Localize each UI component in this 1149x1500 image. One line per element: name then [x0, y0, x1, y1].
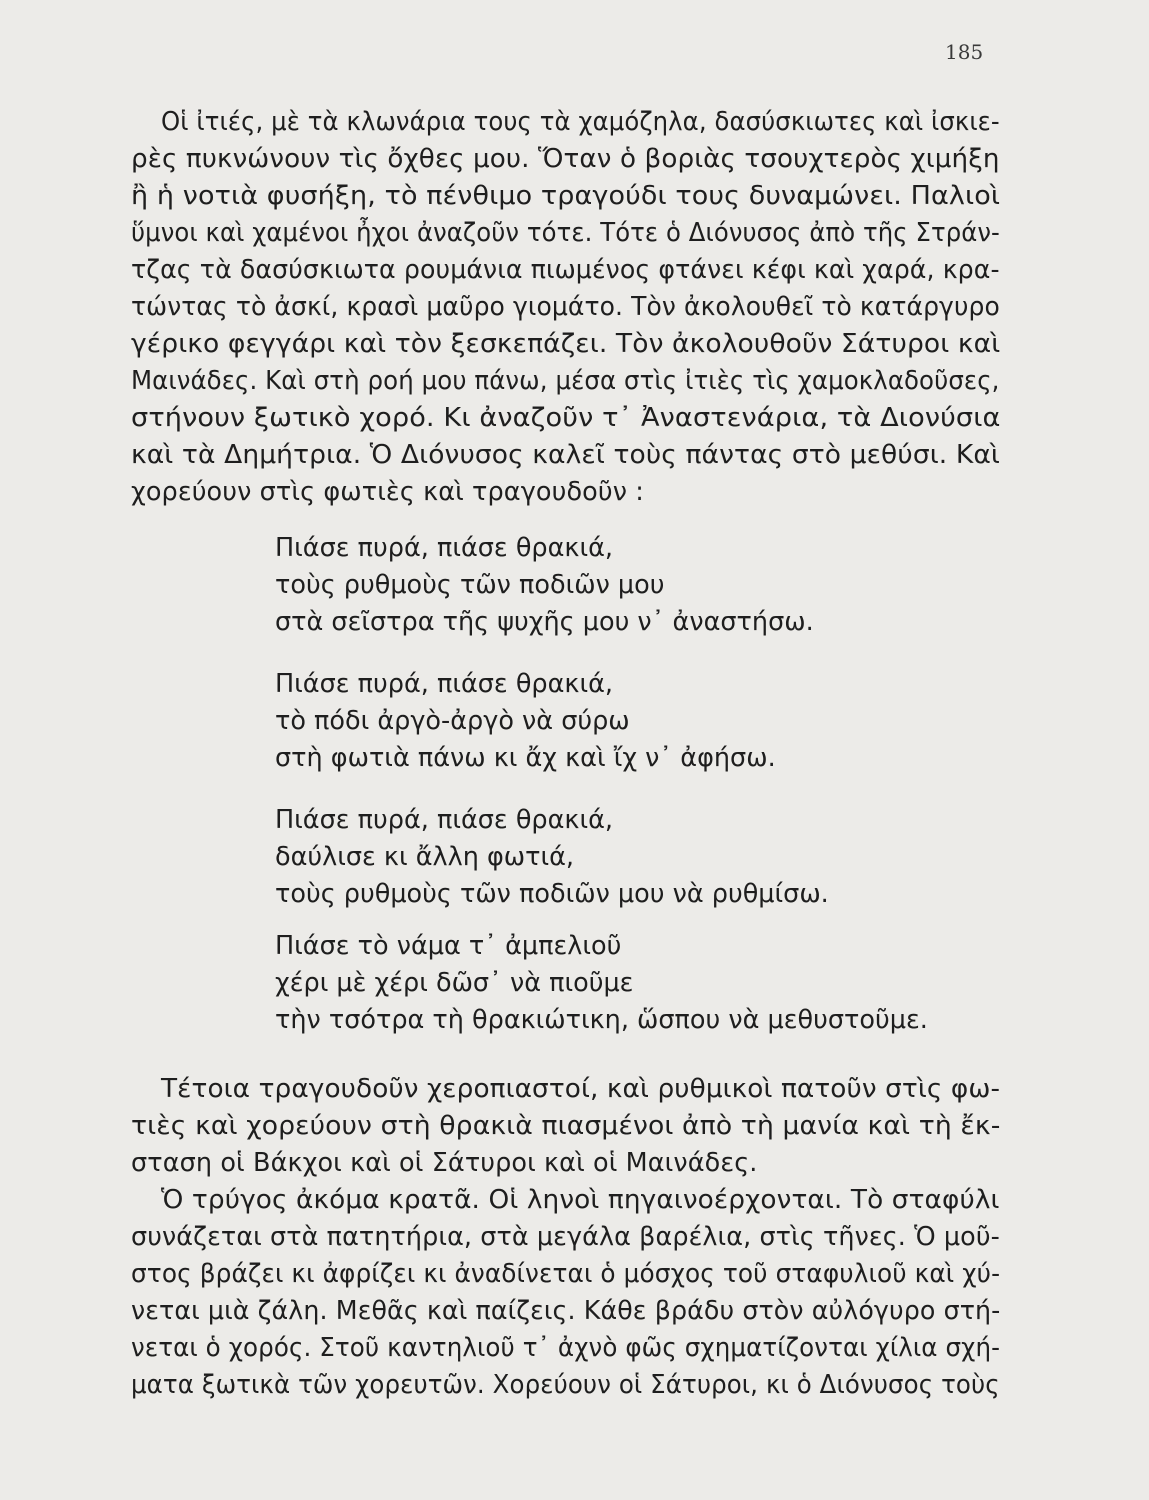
text-line: ἢ ἡ νοτιὰ φυσήξη, τὸ πένθιμο τραγούδι τους δυναμώνει. Παλιοὶ	[131, 181, 1001, 211]
text-line: τζας τὰ δασύσκιωτα ρουμάνια πιωμένος φτάνει κέφι καὶ χαρά, κρα-	[131, 255, 1000, 285]
poem-line: τὴν τσότρα τὴ θρακιώτικη, ὥσπου νὰ μεθυστοῦμε.	[275, 1005, 928, 1035]
text-line: σταση οἱ Βάκχοι καὶ οἱ Σάτυροι καὶ οἱ Μαινάδες.	[131, 1148, 758, 1178]
poem-line: Πιάσε πυρά, πιάσε θρακιά,	[275, 805, 613, 835]
text-line: ματα ξωτικὰ τῶν χορευτῶν. Χορεύουν οἱ Σάτυροι, κι ὁ Διόνυσος τοὺς	[131, 1370, 1000, 1400]
text-line: γέρικο φεγγάρι καὶ τὸν ξεσκεπάζει. Τὸν ἀκολουθοῦν Σάτυροι καὶ	[131, 329, 1001, 359]
text-line: Τέτοια τραγουδοῦν χεροπιαστοί, καὶ ρυθμικοὶ πατοῦν στὶς φω-	[161, 1074, 1001, 1104]
poem-line: χέρι μὲ χέρι δῶσ᾽ νὰ πιοῦμε	[275, 968, 634, 998]
text-line: νεται ὁ χορός. Στοῦ καντηλιοῦ τ᾽ ἀχνὸ φῶς σχηματίζονται χίλια σχή-	[131, 1333, 1001, 1363]
text-line: στήνουν ξωτικὸ χορό. Κι ἀναζοῦν τ᾽ Ἀναστενάρια, τὰ Διονύσια	[131, 403, 1001, 433]
text-line: ὕμνοι καὶ χαμένοι ἦχοι ἀναζοῦν τότε. Τότε ὁ Διόνυσος ἀπὸ τῆς Στράν-	[131, 218, 1000, 248]
page-number: 185	[945, 40, 984, 64]
poem-line: τοὺς ρυθμοὺς τῶν ποδιῶν μου	[275, 570, 665, 600]
poem-line: τοὺς ρυθμοὺς τῶν ποδιῶν μου νὰ ρυθμίσω.	[275, 879, 829, 909]
text-line: ρὲς πυκνώνουν τὶς ὄχθες μου. Ὅταν ὁ βοριὰς τσουχτερὸς χιμήξη	[131, 144, 1000, 174]
text-line: καὶ τὰ Δημήτρια. Ὁ Διόνυσος καλεῖ τοὺς πάντας στὸ μεθύσι. Καὶ	[131, 440, 1001, 470]
poem-line: στὴ φωτιὰ πάνω κι ἄχ καὶ ἴχ ν᾽ ἀφήσω.	[275, 743, 776, 773]
poem-line: στὰ σεῖστρα τῆς ψυχῆς μου ν᾽ ἀναστήσω.	[275, 607, 814, 637]
poem-line: τὸ πόδι ἀργὸ-ἀργὸ νὰ σύρω	[275, 706, 630, 736]
text-line: Οἱ ἰτιές, μὲ τὰ κλωνάρια τους τὰ χαμόζηλα, δασύσκιωτες καὶ ἰσκιε-	[161, 107, 1000, 137]
poem-line: Πιάσε πυρά, πιάσε θρακιά,	[275, 669, 613, 699]
text-line: Μαινάδες. Καὶ στὴ ροή μου πάνω, μέσα στὶς ἰτιὲς τὶς χαμοκλαδοῦσες,	[131, 366, 1000, 396]
text-line: Ὁ τρύγος ἀκόμα κρατᾶ. Οἱ ληνοὶ πηγαινοέρχονται. Τὸ σταφύλι	[161, 1185, 1000, 1215]
text-line: συνάζεται στὰ πατητήρια, στὰ μεγάλα βαρέλια, στὶς τῆνες. Ὁ μοῦ-	[131, 1222, 1000, 1252]
text-line: νεται μιὰ ζάλη. Μεθᾶς καὶ παίζεις. Κάθε βράδυ στὸν αὐλόγυρο στή-	[131, 1296, 1001, 1326]
text-line: χορεύουν στὶς φωτιὲς καὶ τραγουδοῦν :	[131, 477, 644, 507]
text-line: τώντας τὸ ἀσκί, κρασὶ μαῦρο γιομάτο. Τὸν ἀκολουθεῖ τὸ κατάργυρο	[131, 292, 1000, 322]
text-line: στος βράζει κι ἀφρίζει κι ἀναδίνεται ὁ μόσχος τοῦ σταφυλιοῦ καὶ χύ-	[131, 1259, 1001, 1289]
poem-line: δαύλισε κι ἄλλη φωτιά,	[275, 842, 575, 872]
poem-line: Πιάσε τὸ νάμα τ᾽ ἀμπελιοῦ	[275, 931, 622, 961]
poem-line: Πιάσε πυρά, πιάσε θρακιά,	[275, 533, 613, 563]
text-line: τιὲς καὶ χορεύουν στὴ θρακιὰ πιασμένοι ἀπὸ τὴ μανία καὶ τὴ ἔκ-	[131, 1111, 1001, 1141]
